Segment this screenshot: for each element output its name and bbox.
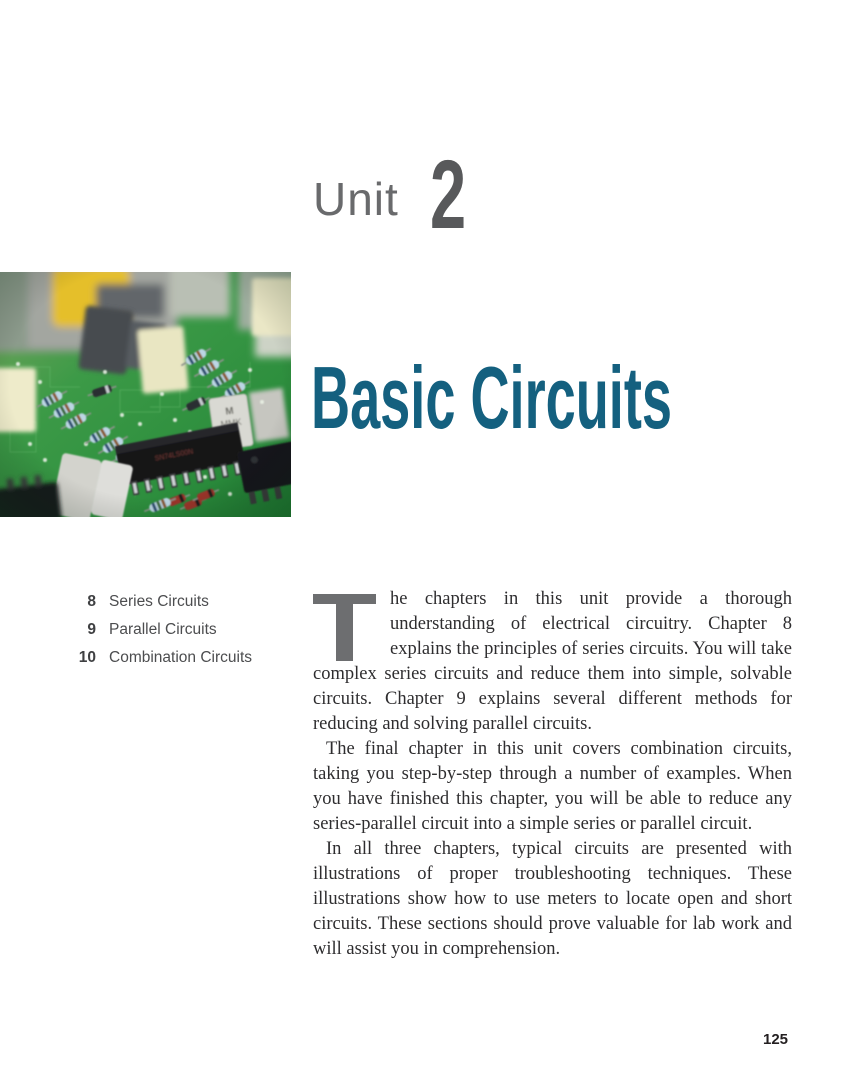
intro-text	[313, 587, 792, 962]
page-number: 125	[763, 1031, 789, 1048]
chapter-list-item	[62, 616, 252, 644]
chapter-title: Parallel Circuits	[109, 621, 217, 638]
chapter-title: Combination Circuits	[109, 649, 252, 666]
drop-cap-stem	[336, 594, 353, 661]
unit-label: Unit	[313, 173, 399, 225]
intro-paragraph-3: In all three chapters, typical circuits are presented with illustrations of proper troubleshooting techniques. These illustrations show how to use meters to locate open and short circuits. These sections should prove valuable for lab work and will assist you in comprehension.	[313, 839, 792, 959]
intro-paragraph-1	[313, 587, 792, 737]
unit-number: 2	[430, 140, 467, 249]
chapter-number: 9	[87, 621, 96, 638]
chapter-number: 10	[78, 649, 96, 666]
chapter-list	[62, 588, 252, 672]
unit-title: Basic Circuits	[311, 348, 672, 447]
chapter-number: 8	[87, 593, 96, 610]
chapter-list-item	[62, 588, 252, 616]
drop-cap-T	[313, 587, 390, 653]
intro-paragraph-1-text: he chapters in this unit provide a thorough understanding of electrical circuitry. Chapter 8 explains the principles of series circuits. You will take complex series circuits and reduce them into simple, solvable circuits. Chapter 9 explains several different methods for reducing and solving parallel circuits.	[313, 589, 792, 734]
intro-paragraph-2: The final chapter in this unit covers combination circuits, taking you step-by-step through a number of examples. When you have finished this chapter, you will be able to reduce any series-parallel circuit into a simple series or parallel circuit.	[313, 739, 792, 834]
chapter-title: Series Circuits	[109, 593, 209, 610]
circuit-board-photo	[0, 272, 291, 517]
chapter-list-item	[62, 644, 252, 672]
